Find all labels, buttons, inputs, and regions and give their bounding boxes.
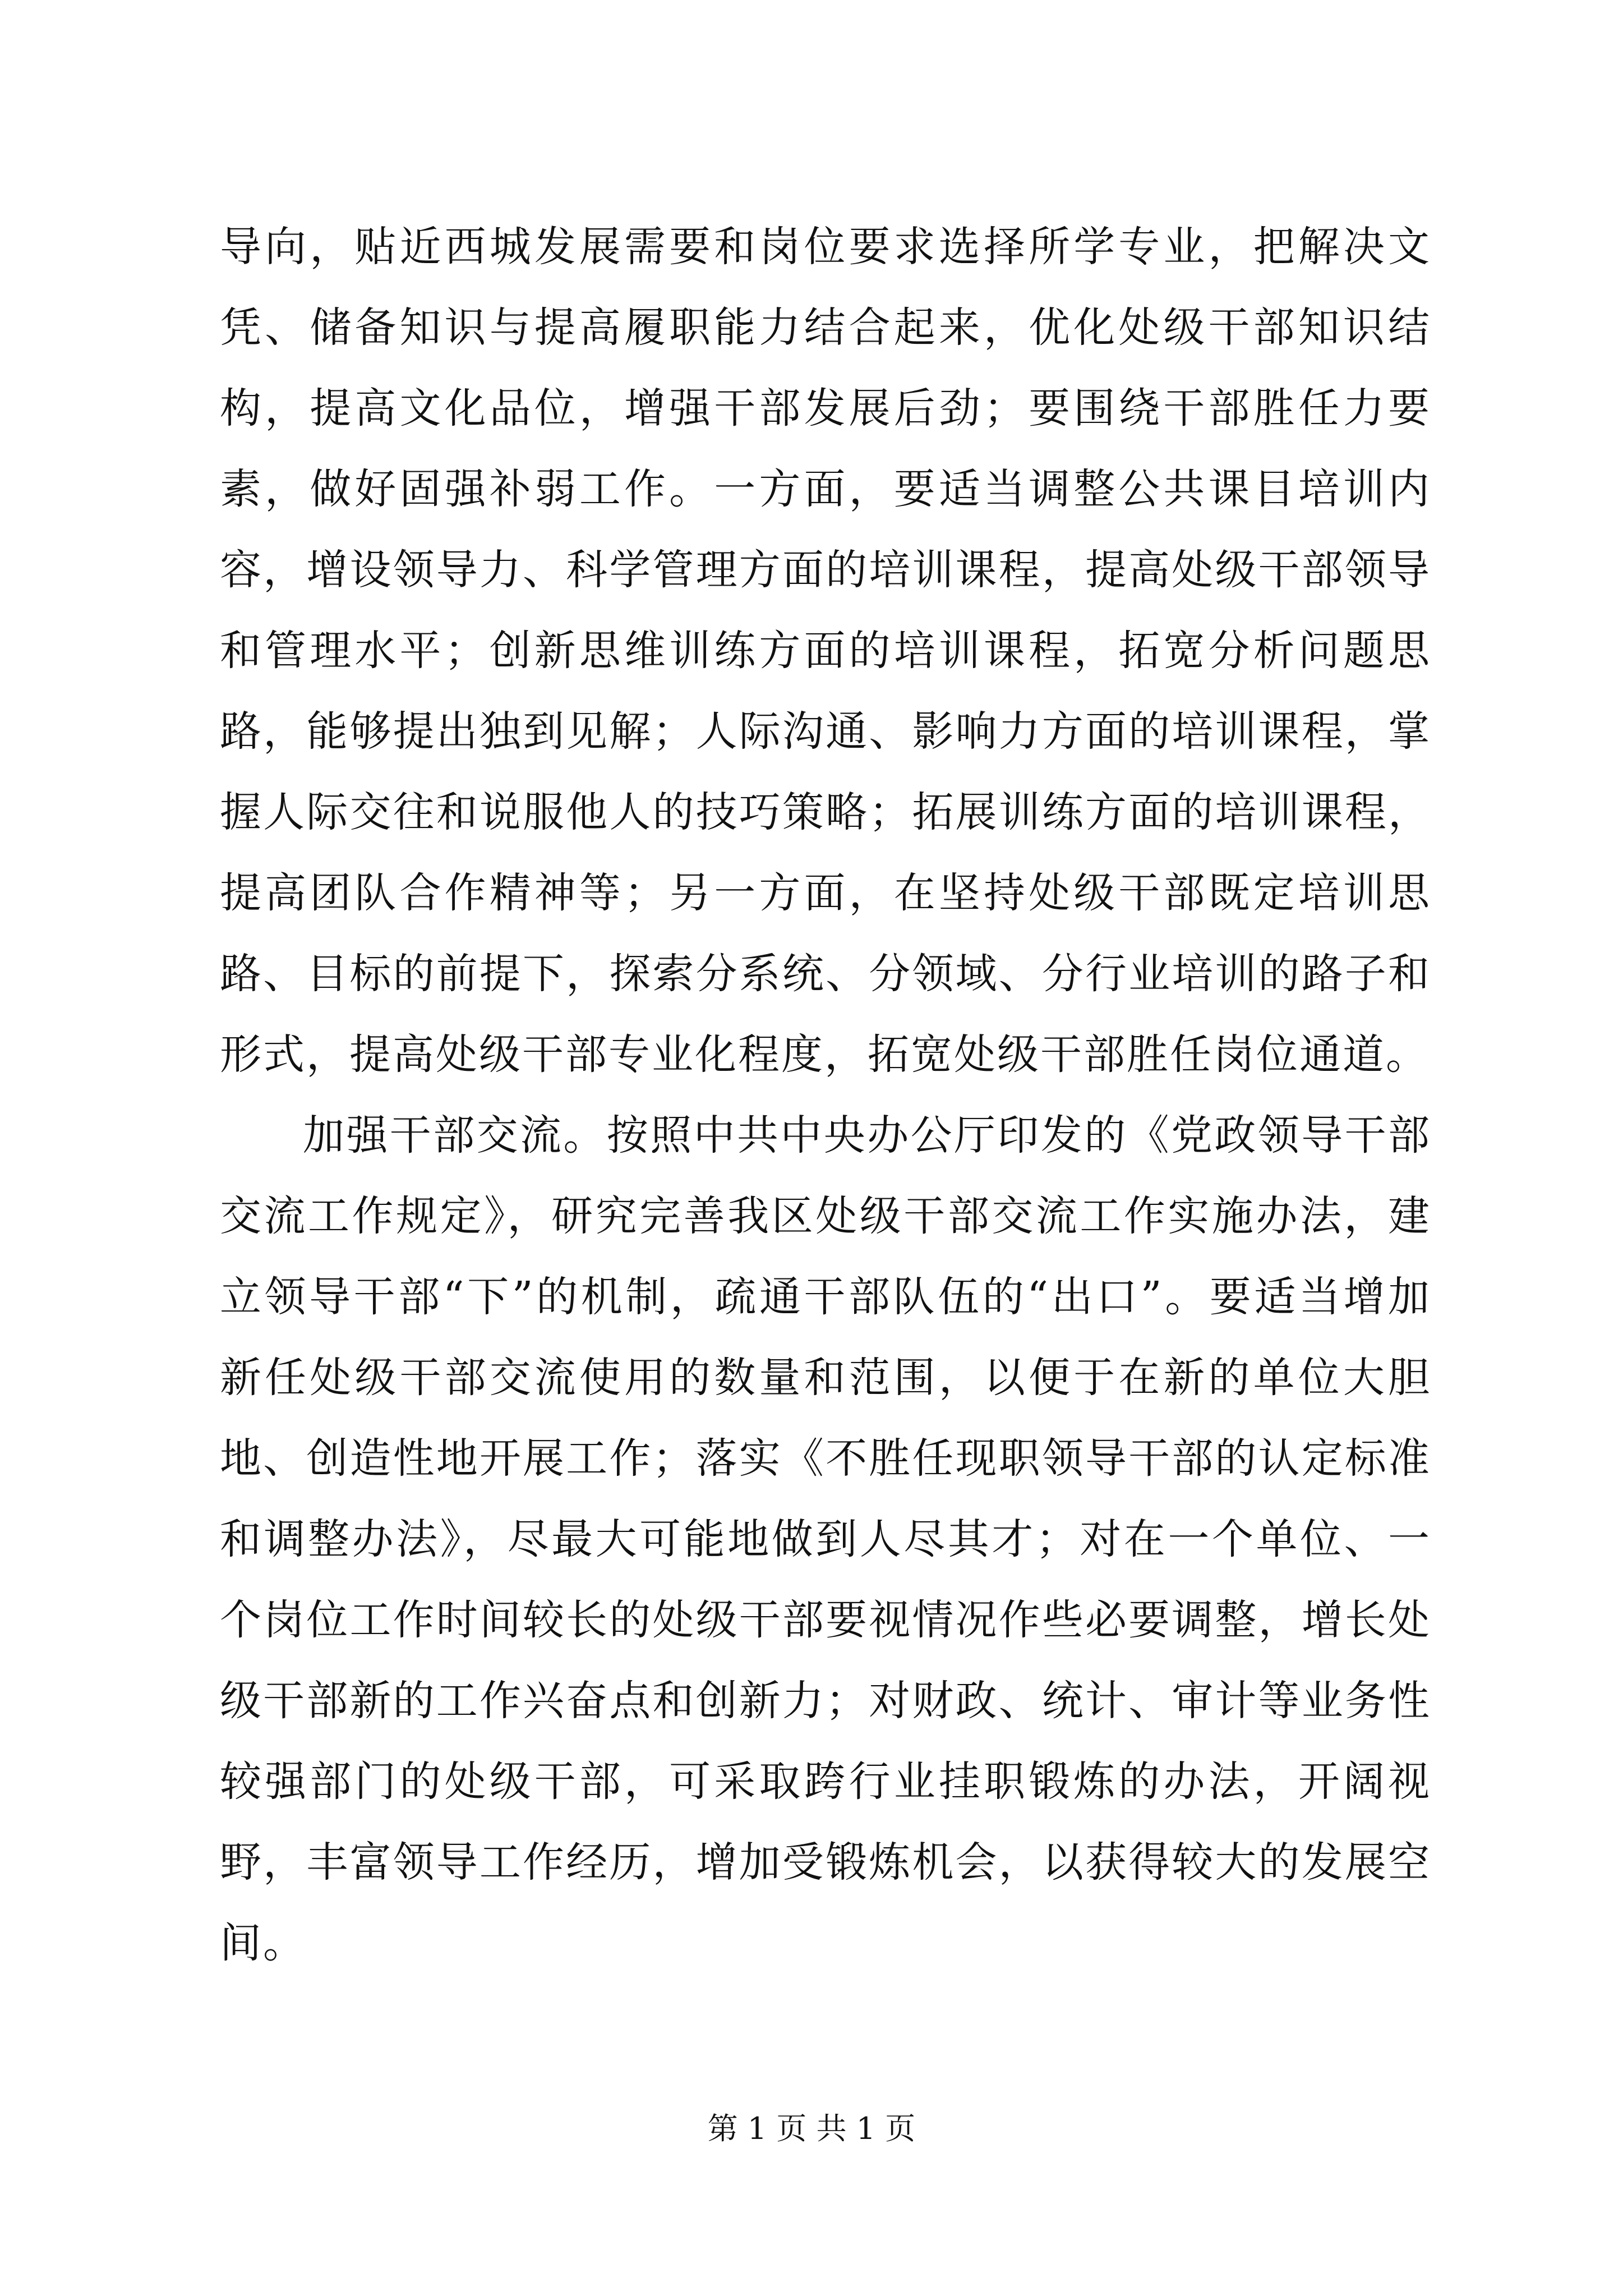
paragraph-continued: 导向，贴近西城发展需要和岗位要求选择所学专业，把解决文凭、储备知识与提高履职能力结合起来，优化处级干部知识结构，提高文化品位，增强干部发展后劲；要围绕干部胜任力要素，做好固强补弱工作。一方面，要适当调整公共课目培训内容，增设领导力、科学管理方面的培训课程，提高处级干部领导和管理水平；创新思维训练方面的培训课程，拓宽分析问题思路，能够提出独到见解；人际沟通、影响力方面的培训课程，掌握人际交往和说服他人的技巧策略；拓展训练方面的培训课程，提高团队合作精神等；另一方面，在坚持处级干部既定培训思路、目标的前提下，探索分系统、分领域、分行业培训的路子和形式，提高处级干部专业化程度，拓宽处级干部胜任岗位通道。 xyxy=(220,223,1431,1079)
document-body xyxy=(220,206,1431,1984)
page-footer: 第 1 页 共 1 页 xyxy=(707,2111,916,2146)
paragraph-cadre-exchange: 加强干部交流。按照中共中央办公厅印发的《党政领导干部交流工作规定》，研究完善我区处级干部交流工作实施办法，建立领导干部“下”的机制，疏通干部队伍的“出口”。要适当增加新任处级干部交流使用的数量和范围，以便于在新的单位大胆地、创造性地开展工作；落实《不胜任现职领导干部的认定标准和调整办法》，尽最大可能地做到人尽其才；对在一个单位、一个岗位工作时间较长的处级干部要视情况作些必要调整，增长处级干部新的工作兴奋点和创新力；对财政、统计、审计等业务性较强部门的处级干部，可采取跨行业挂职锻炼的办法，开阔视野，丰富领导工作经历，增加受锻炼机会，以获得较大的发展空间。 xyxy=(220,1111,1431,1967)
